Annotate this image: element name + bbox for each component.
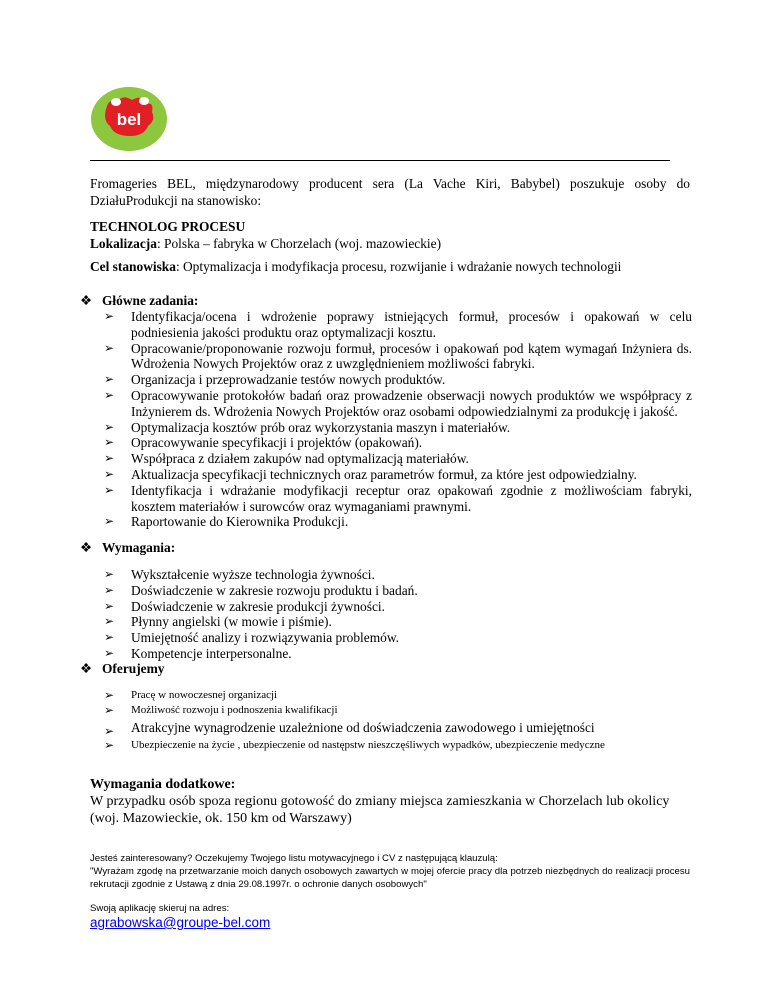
header-rule	[90, 160, 670, 161]
logo-text: bel	[116, 110, 142, 129]
list-item: ➢ Ubezpieczenie na życie , ubezpieczenie od następstw nieszczęśliwych wypadków, ubezpieczenie medyczne	[104, 738, 605, 752]
requirements-list	[104, 567, 692, 662]
location-label: Lokalizacja	[90, 236, 157, 251]
list-item: ➢ Doświadczenie w zakresie produkcji żywności.	[104, 598, 385, 614]
list-item: ➢ Współpraca z działem zakupów nad optymalizacją materiałów.	[104, 451, 469, 467]
goal-label: Cel stanowiska	[90, 259, 176, 274]
list-item: ➢ Opracowywanie protokołów badań oraz prowadzenie obserwacji nowych produktów we współpracy z Inżynierem ds. Wdrożenia Nowych Projektów oraz osobami odpowiedzialnymi za produkcję i jakość.	[104, 387, 692, 419]
arrow-bullet-icon: ➢	[104, 372, 115, 387]
arrow-bullet-icon: ➢	[104, 688, 115, 702]
arrow-bullet-icon: ➢	[104, 514, 115, 529]
location-line	[90, 235, 690, 252]
arrow-bullet-icon: ➢	[104, 630, 115, 645]
offer-heading-text: Oferujemy	[102, 661, 165, 676]
requirements-heading-text: Wymagania:	[102, 540, 176, 555]
list-item: ➢ Atrakcyjne wynagrodzenie uzależnione od doświadczenia zawodowego i umiejętności	[104, 718, 692, 738]
email-link[interactable]: agrabowska@groupe-bel.com	[90, 915, 271, 930]
arrow-bullet-icon: ➢	[104, 645, 115, 660]
location-value: : Polska – fabryka w Chorzelach (woj. mazowieckie)	[156, 236, 442, 251]
contact-note	[90, 852, 690, 891]
arrow-bullet-icon: ➢	[104, 309, 115, 323]
tasks-heading	[80, 292, 198, 309]
offer-heading	[80, 660, 164, 677]
extra-heading: Wymagania dodatkowe:	[90, 777, 236, 792]
arrow-bullet-icon: ➢	[104, 451, 115, 466]
goal-value: : Optymalizacja i modyfikacja procesu, rozwijanie i wdrażanie nowych technologii	[175, 259, 622, 274]
arrow-bullet-icon: ➢	[104, 614, 115, 629]
arrow-bullet-icon: ➢	[104, 435, 115, 450]
contact-clause: "Wyrażam zgodę na przetwarzanie moich danych osobowych zawartych w mojej ofercie pracy dla potrzeb niezbędnych do realizacji procesu rekrutacji zgodnie z Ustawą z dnia 29.08.1997r. o ochronie danych osobowych"	[90, 866, 690, 890]
list-item: ➢ Organizacja i przeprowadzanie testów nowych produktów.	[104, 372, 446, 388]
arrow-bullet-icon: ➢	[104, 598, 115, 613]
list-item: ➢ Możliwość rozwoju i podnoszenia kwalifikacji	[104, 703, 338, 717]
intro-text: Fromageries BEL, międzynarodowy producent sera (La Vache Kiri, Babybel) poszukuje osoby do DziałuProdukcji na stanowisko:	[90, 176, 690, 208]
list-item: ➢ Aktualizacja specyfikacji technicznych oraz parametrów formuł, za które jest odpowiedzialny.	[104, 466, 637, 482]
list-item: ➢ Optymalizacja kosztów prób oraz wykorzystania maszyn i materiałów.	[104, 419, 511, 435]
tasks-list	[104, 309, 692, 530]
arrow-bullet-icon: ➢	[104, 466, 115, 481]
arrow-bullet-icon: ➢	[104, 419, 115, 434]
list-item: ➢ Doświadczenie w zakresie rozwoju produktu i badań.	[104, 582, 418, 598]
list-item: ➢ Identyfikacja/ocena i wdrożenie poprawy istniejących formuł, procesów i opakowań w celu podniesienia jakości produktu oraz optymalizacji kosztu.	[104, 309, 692, 340]
list-item: ➢ Opracowywanie specyfikacji i projektów (opakowań).	[104, 435, 423, 451]
position-title: TECHNOLOG PROCESU	[90, 219, 246, 234]
list-item: ➢ Umiejętność analizy i rozwiązywania problemów.	[104, 630, 399, 646]
bel-logo	[90, 86, 168, 152]
tasks-heading-text: Główne zadania:	[102, 293, 199, 308]
requirements-heading	[80, 539, 175, 556]
arrow-bullet-icon: ➢	[104, 703, 115, 717]
offer-list	[104, 688, 692, 753]
list-item: ➢ Wykształcenie wyższe technologia żywności.	[104, 567, 375, 582]
diamond-bullet-icon: ❖	[80, 293, 93, 308]
list-item: ➢ Opracowanie/proponowanie rozwoju formuł, procesów i opakowań pod kątem wymagań Inżyniera ds. Wdrożenia Nowych Projektów oraz z uwzględnieniem możliwości fabryki.	[104, 340, 692, 372]
list-item: ➢ Raportowanie do Kierownika Produkcji.	[104, 514, 349, 530]
arrow-bullet-icon: ➢	[104, 482, 115, 497]
arrow-bullet-icon: ➢	[104, 567, 115, 581]
arrow-bullet-icon: ➢	[104, 724, 115, 738]
apply-label: Swoją aplikację skieruj na adres:	[90, 903, 230, 914]
diamond-bullet-icon: ❖	[80, 540, 93, 555]
arrow-bullet-icon: ➢	[104, 387, 115, 402]
extra-text: W przypadku osób spoza regionu gotowość do zmiany miejsca zamieszkania w Chorzelach lub okolicy (woj. Mazowieckie, ok. 150 km od Warszawy)	[90, 794, 670, 826]
diamond-bullet-icon: ❖	[80, 661, 93, 676]
list-item: ➢ Pracę w nowoczesnej organizacji	[104, 688, 278, 702]
list-item: ➢ Identyfikacja i wdrażanie modyfikacji receptur oraz opakowań zgodnie z możliwościam fabryki, kosztem materiałów i surowców oraz wymaganiami prawnymi.	[104, 482, 692, 514]
contact-line-1: Jesteś zainteresowany? Oczekujemy Twojego listu motywacyjnego i CV z następującą klauzulą:	[90, 853, 498, 864]
arrow-bullet-icon: ➢	[104, 582, 115, 597]
arrow-bullet-icon: ➢	[104, 738, 115, 752]
arrow-bullet-icon: ➢	[104, 340, 115, 355]
list-item: ➢ Kompetencje interpersonalne.	[104, 645, 292, 661]
goal-line	[90, 258, 690, 275]
list-item: ➢ Płynny angielski (w mowie i piśmie).	[104, 614, 332, 630]
